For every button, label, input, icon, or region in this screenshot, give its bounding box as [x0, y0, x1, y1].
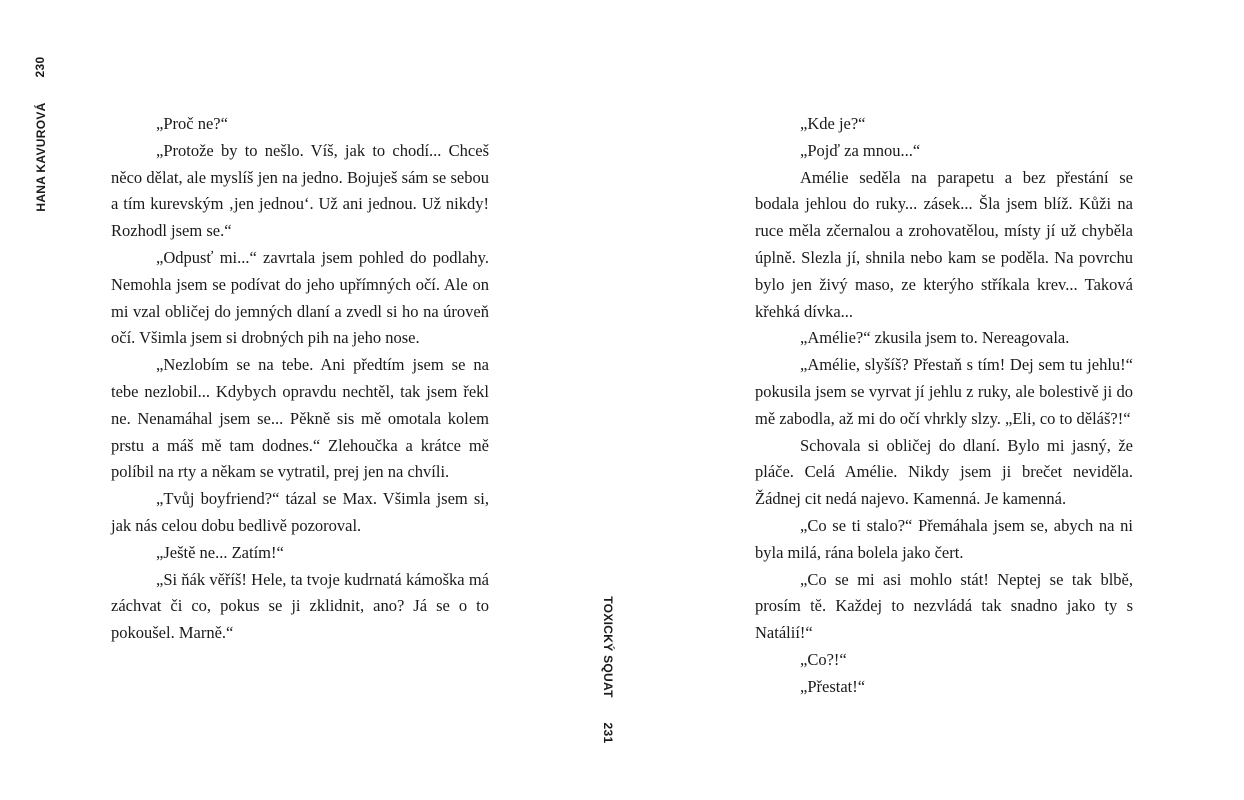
paragraph: „Tvůj boyfriend?“ tázal se Max. Všimla jsem si, jak nás celou dobu bedlivě pozoroval. [111, 489, 489, 535]
paragraph: „Pojď za mnou...“ [800, 140, 921, 160]
paragraph: „Co?!“ [800, 649, 847, 669]
right-body-text [755, 111, 1133, 701]
paragraph: „Amélie?“ zkusila jsem to. Nereagovala. [800, 328, 1070, 348]
right-page [622, 0, 1244, 800]
paragraph: Amélie seděla na parapetu a bez přestání se bodala jehlou do ruky... zásek... Šla jsem blíž. Kůži na ruce měla zčernalou a zrohovatělou, místy jí už chyběla úplně. Slezla jí, shnila nebo kam se poděla. Na povrchu bylo jen živý maso, ze kterýho stříkala krev... Taková křehká dívka... [755, 167, 1133, 321]
left-page-number: 230 [33, 56, 47, 78]
left-running-head: HANA KAVUROVÁ [34, 102, 48, 212]
paragraph: „Nezlobím se na tebe. Ani předtím jsem se na tebe nezlobil... Kdybych opravdu nechtěl, tak jsem řekl ne. Nenamáhal jsem se... Pěkně sis mě omotala kolem prstu a máš mě tam dodnes.“ Zlehoučka a krátce mě políbil na rty a někam se vytratil, prej jen na chvíli. [111, 355, 489, 482]
left-body-text [111, 111, 489, 647]
paragraph: „Kde je?“ [800, 114, 866, 133]
paragraph: „Si ňák věříš! Hele, ta tvoje kudrnatá kámoška má záchvat či co, pokus se ji zklidnit, ano? Já se o to pokoušel. Marně.“ [111, 569, 489, 643]
paragraph: Schovala si obličej do dlaní. Bylo mi jasný, že pláče. Celá Amélie. Nikdy jsem ji brečet neviděla. Žádnej cit nedá najevo. Kamenná. Je kamenná. [755, 435, 1133, 509]
right-page-number: 231 [601, 722, 615, 744]
paragraph: „Proč ne?“ [156, 114, 228, 133]
paragraph: „Ještě ne... Zatím!“ [156, 542, 284, 562]
right-running-head: TOXICKÝ SQUAT [601, 596, 615, 698]
paragraph: „Amélie, slyšíš? Přestaň s tím! Dej sem tu jehlu!“ pokusila jsem se vyrvat jí jehlu z ruky, ale bolestivě ji do mě zabodla, až mi do očí vhrkly slzy. „Eli, co to děláš?!“ [755, 355, 1133, 428]
paragraph: „Co se mi asi mohlo stát! Neptej se tak blbě, prosím tě. Každej to nezvládá tak snadno jako ty s Natálií!“ [755, 569, 1133, 643]
paragraph: „Protože by to nešlo. Víš, jak to chodí... Chceš něco dělat, ale myslíš jen na jedno. Bojuješ sám se sebou a tím kurevským ‚jen jednou‘. Už ani jednou. Už nikdy! Rozhodl jsem se.“ [111, 140, 489, 241]
paragraph: „Co se ti stalo?“ Přemáhala jsem se, abych na ni byla milá, rána bolela jako čert. [755, 515, 1133, 562]
paragraph: „Přestat!“ [800, 676, 866, 696]
paragraph: „Odpusť mi...“ zavrtala jsem pohled do podlahy. Nemohla jsem se podívat do jeho upřímných očí. Ale on mi vzal obličej do jemných dlaní a zvedl si ho na úroveň očí. Všimla jsem si drobných pih na jeho nose. [111, 247, 489, 348]
